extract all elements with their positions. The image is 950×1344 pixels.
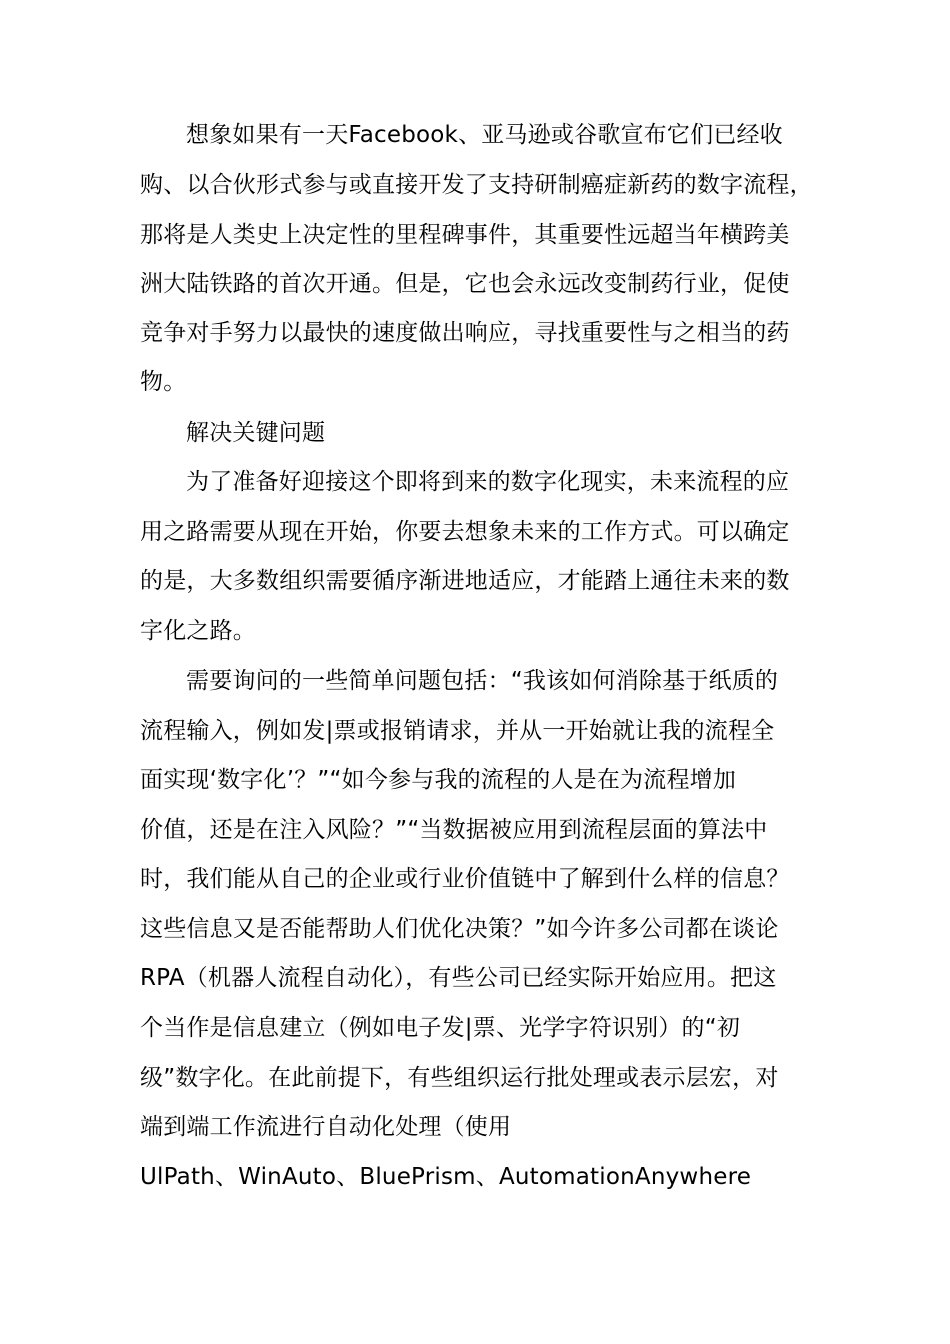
paragraph-3-line-2: 流程输入，例如发|票或报销请求，并从一开始就让我的流程全	[140, 718, 775, 744]
paragraph-1-line-6: 物。	[140, 369, 187, 395]
paragraph-1-line-1: 想象如果有一天Facebook、亚马逊或谷歌宣布它们已经收	[186, 122, 783, 148]
paragraph-2-line-4: 字化之路。	[140, 618, 256, 644]
paragraph-3-line-4: 价值，还是在注入风险？”“当数据被应用到流程层面的算法中	[140, 817, 768, 843]
paragraph-1-line-3: 那将是人类史上决定性的里程碑事件，其重要性远超当年横跨美	[140, 222, 790, 248]
paragraph-3-line-8: 个当作是信息建立（例如电子发|票、光学字符识别）的“初	[140, 1015, 741, 1041]
paragraph-3-line-6: 这些信息又是否能帮助人们优化决策？”如今许多公司都在谈论	[140, 916, 779, 942]
paragraph-3-line-10: 端到端工作流进行自动化处理（使用	[140, 1114, 512, 1140]
paragraph-2-line-1: 为了准备好迎接这个即将到来的数字化现实，未来流程的应	[186, 469, 790, 495]
paragraph-1-line-4: 洲大陆铁路的首次开通。但是，它也会永远改变制药行业，促使	[140, 271, 790, 297]
paragraph-3-line-5: 时，我们能从自己的企业或行业价值链中了解到什么样的信息？	[140, 866, 790, 892]
paragraph-3-line-11: UlPath、WinAuto、BluePrism、AutomationAnywhere	[140, 1164, 752, 1190]
paragraph-2-line-3: 的是，大多数组织需要循序渐进地适应，才能踏上通往未来的数	[140, 568, 790, 594]
paragraph-3-line-7: RPA（机器人流程自动化），有些公司已经实际开始应用。把这	[140, 965, 777, 991]
section-heading: 解决关键问题	[186, 420, 326, 446]
paragraph-3-line-3: 面实现‘数字化’？”“如今参与我的流程的人是在为流程增加	[140, 767, 737, 793]
paragraph-1-line-2: 购、以合伙形式参与或直接开发了支持研制癌症新药的数字流程，	[140, 172, 813, 198]
paragraph-1-line-5: 竞争对手努力以最快的速度做出响应，寻找重要性与之相当的药	[140, 320, 790, 346]
paragraph-3-line-9: 级”数字化。在此前提下，有些组织运行批处理或表示层宏，对	[140, 1065, 779, 1091]
paragraph-3-line-1: 需要询问的一些简单问题包括：“我该如何消除基于纸质的	[186, 668, 779, 694]
paragraph-2-line-2: 用之路需要从现在开始，你要去想象未来的工作方式。可以确定	[140, 519, 790, 545]
